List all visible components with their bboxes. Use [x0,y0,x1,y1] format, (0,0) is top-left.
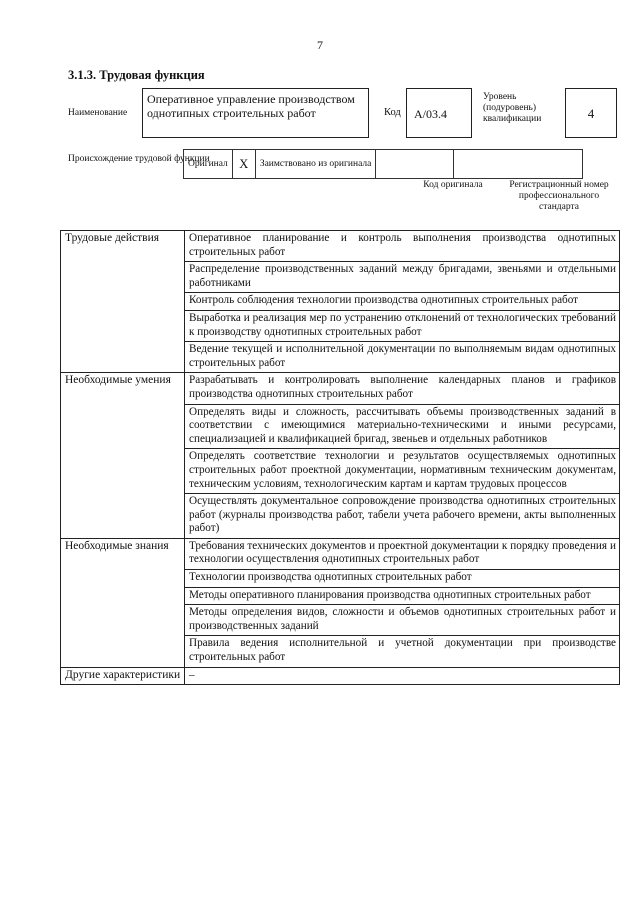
section-title: 3.1.3. Трудовая функция [68,68,205,82]
origin-table [183,149,583,179]
function-name-box: Оперативное управление производством однотипных строительных работ [142,88,369,138]
table-cell: Выработка и реализация мер по устранению отклонений от технологических требований к производству однотипных строительных работ [185,310,620,341]
table-row [61,231,620,262]
section-title-labor-actions: Трудовые действия [61,231,185,373]
page-number: 7 [317,38,323,52]
level-value-box: 4 [565,88,617,138]
origin-code-cell [376,150,454,179]
origin-code-caption: Код оригинала [423,180,483,190]
table-cell: Осуществлять документальное сопровождение производства однотипных строительных работ (журналы производства работ, табели учета рабочего времени, акты выполненных работ) [185,494,620,539]
table-row [61,538,620,569]
function-code-box: А/03.4 [406,88,472,138]
origin-mark: X [232,150,255,179]
table-cell: Технологии производства однотипных строительных работ [185,570,620,588]
table-cell: Методы определения видов, сложности и объемов однотипных строительных работ и производственных заданий [185,605,620,636]
name-label: Наименование [68,108,128,118]
origin-borrowed: Заимствовано из оригинала [255,150,376,179]
section-title-other: Другие характеристики [61,667,185,685]
level-label: Уровень (подуровень) квалификации [483,92,542,124]
origin-label: Происхождение трудовой функции [68,154,210,164]
section-title-skills: Необходимые умения [61,373,185,539]
table-cell: Определять соответствие технологии и результатов осуществляемых однотипных строительных работ проектной документации, нормативным техническим документам, техническим условиям, технологическим картам и картам трудовых процессов [185,449,620,494]
code-label: Код [384,107,401,118]
table-cell: Определять виды и сложность, рассчитывать объемы производственных заданий в соответствии с имеющимися материально-техническими и иными ресурсами, специализацией и квалификацией бригад, звеньев и отдельных работников [185,404,620,449]
table-cell: Требования технических документов и проектной документации к порядку проведения и технологии осуществления однотипных строительных работ [185,538,620,569]
origin-reg-caption: Регистрационный номер профессионального стандарта [509,180,609,212]
table-cell: Разрабатывать и контролировать выполнение календарных планов и графиков производства однотипных строительных работ [185,373,620,404]
table-cell: Методы оперативного планирования производства однотипных строительных работ [185,587,620,605]
table-cell: Ведение текущей и исполнительной документации по выполняемым видам однотипных строительных работ [185,342,620,373]
table-row [61,373,620,404]
origin-reg-cell [454,150,583,179]
table-cell: Правила ведения исполнительной и учетной документации при производстве строительных работ [185,636,620,667]
table-cell: Распределение производственных заданий между бригадами, звеньями и отдельными работниками [185,262,620,293]
table-row [61,667,620,685]
table-cell: – [185,667,620,685]
origin-original: Оригинал [184,150,233,179]
function-table [60,230,620,685]
table-cell: Контроль соблюдения технологии производства однотипных строительных работ [185,293,620,311]
table-cell: Оперативное планирование и контроль выполнения производства однотипных строительных работ [185,231,620,262]
section-title-knowledge: Необходимые знания [61,538,185,667]
